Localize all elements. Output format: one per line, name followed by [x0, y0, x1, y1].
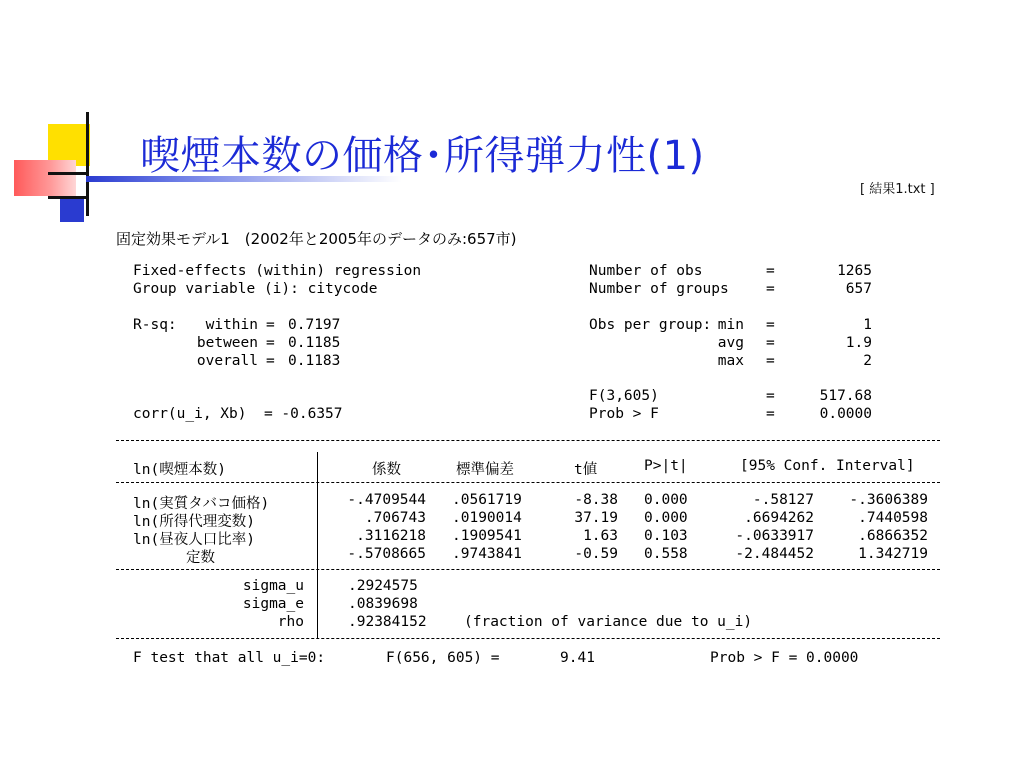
corr-line: corr(u_i, Xb) = -0.6357 — [133, 406, 343, 422]
coef-row-hi: -.3606389 — [849, 492, 928, 508]
ftest-ui-stat: F(656, 605) = — [386, 650, 500, 666]
rsq-label: R-sq: — [133, 317, 177, 333]
coef-row-hi: .6866352 — [858, 528, 928, 544]
sigma-u-value: .2924575 — [348, 578, 418, 594]
obs-max-value: 2 — [863, 353, 872, 369]
se-header: 標準偏差 — [456, 462, 514, 478]
rsq-overall-value: 0.1183 — [288, 353, 341, 369]
coef-row-hi: .7440598 — [858, 510, 928, 526]
nobs-label: Number of obs — [589, 263, 703, 279]
coef-row-coef: -.5708665 — [347, 546, 426, 562]
coef-row-lo: -2.484452 — [735, 546, 814, 562]
obs-avg-value: 1.9 — [845, 335, 872, 351]
nobs-value: 1265 — [837, 263, 872, 279]
rsq-overall-name: overall — [196, 353, 258, 369]
f-stat-eq: = — [766, 388, 775, 404]
t-header: t値 — [574, 462, 598, 478]
p-header: P>|t| — [644, 458, 688, 474]
coef-row-p: 0.558 — [644, 546, 688, 562]
coef-row-name: 定数 — [186, 550, 215, 566]
coef-row-hi: 1.342719 — [858, 546, 928, 562]
coef-row-se: .0190014 — [452, 510, 522, 526]
table-top-rule — [116, 440, 940, 441]
obs-avg-eq: = — [766, 335, 775, 351]
obs-avg-name: avg — [717, 335, 744, 351]
nobs-eq: = — [766, 263, 775, 279]
ftest-ui-value: 9.41 — [560, 650, 595, 666]
prob-f-eq: = — [766, 406, 775, 422]
rsq-overall-eq: = — [266, 353, 275, 369]
prob-f-label: Prob > F — [589, 406, 659, 422]
obs-min-eq: = — [766, 317, 775, 333]
decor-red-bar — [14, 160, 76, 196]
coef-row-lo: -.0633917 — [735, 528, 814, 544]
rho-name: rho — [277, 614, 304, 630]
coef-header: 係数 — [372, 462, 401, 478]
coef-row-t: 1.63 — [583, 528, 618, 544]
coef-row-coef: -.4709544 — [347, 492, 426, 508]
ci-header: [95% Conf. Interval] — [740, 458, 915, 474]
coef-row-lo: -.58127 — [752, 492, 814, 508]
f-stat-value: 517.68 — [819, 388, 872, 404]
obs-min-name: min — [717, 317, 744, 333]
ftest-ui-label: F test that all u_i=0: — [133, 650, 326, 666]
coef-row-p: 0.000 — [644, 510, 688, 526]
ngroups-label: Number of groups — [589, 281, 729, 297]
coef-row-lo: .6694262 — [744, 510, 814, 526]
coef-row-se: .0561719 — [452, 492, 522, 508]
coef-row-se: .9743841 — [452, 546, 522, 562]
decor-horizontal-line-lower — [48, 196, 88, 199]
sigma-e-value: .0839698 — [348, 596, 418, 612]
obs-max-name: max — [717, 353, 744, 369]
coef-row-se: .1909541 — [452, 528, 522, 544]
coef-row-t: 37.19 — [574, 510, 618, 526]
ngroups-value: 657 — [845, 281, 872, 297]
coef-row-name: ln(昼夜人口比率) — [133, 532, 255, 548]
table-header-rule — [116, 482, 940, 483]
table-column-separator — [317, 452, 318, 638]
rsq-within-eq: = — [266, 317, 275, 333]
ftest-ui-prob: Prob > F = 0.0000 — [710, 650, 859, 666]
obs-max-eq: = — [766, 353, 775, 369]
decor-horizontal-line — [48, 172, 88, 175]
coef-row-name: ln(実質タバコ価格) — [133, 496, 270, 512]
rho-note: (fraction of variance due to u_i) — [464, 614, 753, 630]
prob-f-value: 0.0000 — [819, 406, 872, 422]
rsq-within-value: 0.7197 — [288, 317, 341, 333]
coef-row-coef: .706743 — [364, 510, 426, 526]
header-line-1: Fixed-effects (within) regression — [133, 263, 422, 279]
f-stat-label: F(3,605) — [589, 388, 659, 404]
obs-min-value: 1 — [863, 317, 872, 333]
decor-vertical-line — [86, 112, 89, 216]
rsq-within-name: within — [205, 317, 258, 333]
rsq-between-eq: = — [266, 335, 275, 351]
depvar-header: ln(喫煙本数) — [133, 462, 226, 478]
obs-per-group-label: Obs per group: — [589, 317, 712, 333]
decor-blue-square — [60, 196, 84, 222]
sigma-u-name: sigma_u — [242, 578, 304, 594]
file-tag: [ 結果1.txt ] — [860, 182, 935, 197]
coef-row-name: ln(所得代理変数) — [133, 514, 255, 530]
ngroups-eq: = — [766, 281, 775, 297]
table-mid-rule — [116, 569, 940, 570]
rsq-between-value: 0.1185 — [288, 335, 341, 351]
sigma-e-name: sigma_e — [242, 596, 304, 612]
coef-row-p: 0.000 — [644, 492, 688, 508]
coef-row-coef: .3116218 — [356, 528, 426, 544]
table-bottom-rule — [116, 638, 940, 639]
slide-title: 喫煙本数の価格･所得弾力性(1) — [140, 133, 705, 179]
rho-value: .92384152 — [348, 614, 427, 630]
coef-row-t: -8.38 — [574, 492, 618, 508]
coef-row-t: -0.59 — [574, 546, 618, 562]
coef-row-p: 0.103 — [644, 528, 688, 544]
model-label: 固定効果モデル1 (2002年と2005年のデータのみ:657市) — [116, 230, 517, 248]
header-line-2: Group variable (i): citycode — [133, 281, 378, 297]
rsq-between-name: between — [196, 335, 258, 351]
regression-output-panel — [108, 226, 944, 686]
